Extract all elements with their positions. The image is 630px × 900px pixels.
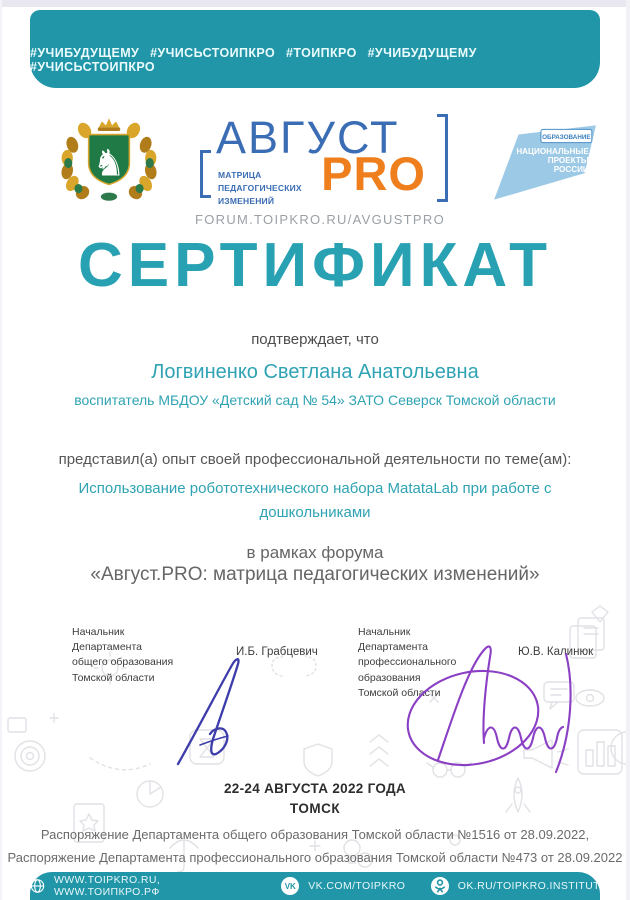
forum-url: FORUM.TOIPKRO.RU/AVGUSTPRO bbox=[194, 212, 445, 227]
recipient-name: Логвиненко Светлана Анатольевна bbox=[151, 361, 479, 383]
avgust-pro-logo bbox=[190, 112, 450, 236]
ok-icon bbox=[431, 877, 449, 895]
hashtag-banner bbox=[30, 10, 600, 88]
event-dates: 22-24 АВГУСТА 2022 ГОДА bbox=[224, 781, 406, 796]
tomsk-coat-of-arms-logo bbox=[54, 114, 164, 204]
order-line-2: Распоряжение Департамента профессионального образования Томской области №473 от 28.09.2022 bbox=[7, 850, 623, 865]
signature-stroke-purple-icon bbox=[398, 638, 583, 778]
globe-icon bbox=[30, 878, 45, 894]
signer-name-left: И.Б. Грабцевич bbox=[236, 646, 318, 658]
natproj-line: РОССИИ bbox=[553, 165, 589, 175]
page-edge-left bbox=[0, 0, 2, 900]
certificate-title: СЕРТИФИКАТ bbox=[78, 231, 552, 300]
signature-stroke-blue-icon bbox=[150, 652, 270, 767]
event-city: ТОМСК bbox=[289, 801, 341, 816]
avgust-title: АВГУСТ bbox=[216, 112, 400, 163]
page-edge-right bbox=[626, 0, 630, 900]
pro-label: PRO bbox=[321, 147, 426, 200]
horse-icon: ♞ bbox=[92, 141, 126, 185]
vk-text: VK.COM/TOIPKRO bbox=[308, 880, 406, 892]
signer-name-right: Ю.В. Калинюк bbox=[518, 646, 594, 658]
crown-icon bbox=[98, 118, 120, 131]
website-text: WWW.TOIPKRO.RU, WWW.ТОИПКРО.РФ bbox=[54, 874, 161, 898]
page-edge-top bbox=[0, 0, 630, 7]
natproj-line: НАЦИОНАЛЬНЫЕ bbox=[516, 146, 589, 156]
national-projects-logo bbox=[488, 118, 602, 208]
bracket-right-icon bbox=[437, 114, 448, 202]
footer-bar bbox=[30, 872, 600, 900]
education-label: ОБРАЗОВАНИЕ bbox=[542, 134, 591, 142]
bracket-left-icon bbox=[200, 150, 211, 198]
signer-position-right: Начальник Департамента профессионального образования Томской области bbox=[358, 626, 457, 699]
topic-text: Использование робототехнического набора MatataLab при работе с дошкольниками bbox=[78, 480, 552, 521]
vk-icon: VK bbox=[281, 877, 299, 895]
forum-line-2: «Август.PRO: матрица педагогических изменений» bbox=[90, 564, 540, 585]
avgust-subtitle: МАТРИЦА ПЕДАГОГИЧЕСКИХ ИЗМЕНЕНИЙ bbox=[218, 170, 302, 206]
confirms-text: подтверждает, что bbox=[251, 331, 379, 348]
signer-position-left: Начальник Департамента общего образования Томской области bbox=[72, 626, 174, 684]
natproj-line: ПРОЕКТЫ bbox=[547, 156, 589, 165]
recipient-position: воспитатель МБДОУ «Детский сад № 54» ЗАТО Северск Томской области bbox=[74, 392, 556, 408]
ok-text: OK.RU/TOIPKRO.INSTITUT bbox=[457, 880, 600, 892]
body-intro: представил(а) опыт своей профессиональной деятельности по теме(ам): bbox=[58, 451, 572, 468]
order-line-1: Распоряжение Департамента общего образования Томской области №1516 от 28.09.2022, bbox=[40, 827, 590, 842]
forum-line-1: в рамках форума bbox=[246, 543, 384, 562]
hashtag-text: #УЧИБУДУЩЕМУ #УЧИСЬСТОИПКРО #ТОИПКРО #УЧИБУДУЩЕМУ #УЧИСЬСТОИПКРО bbox=[30, 46, 477, 74]
